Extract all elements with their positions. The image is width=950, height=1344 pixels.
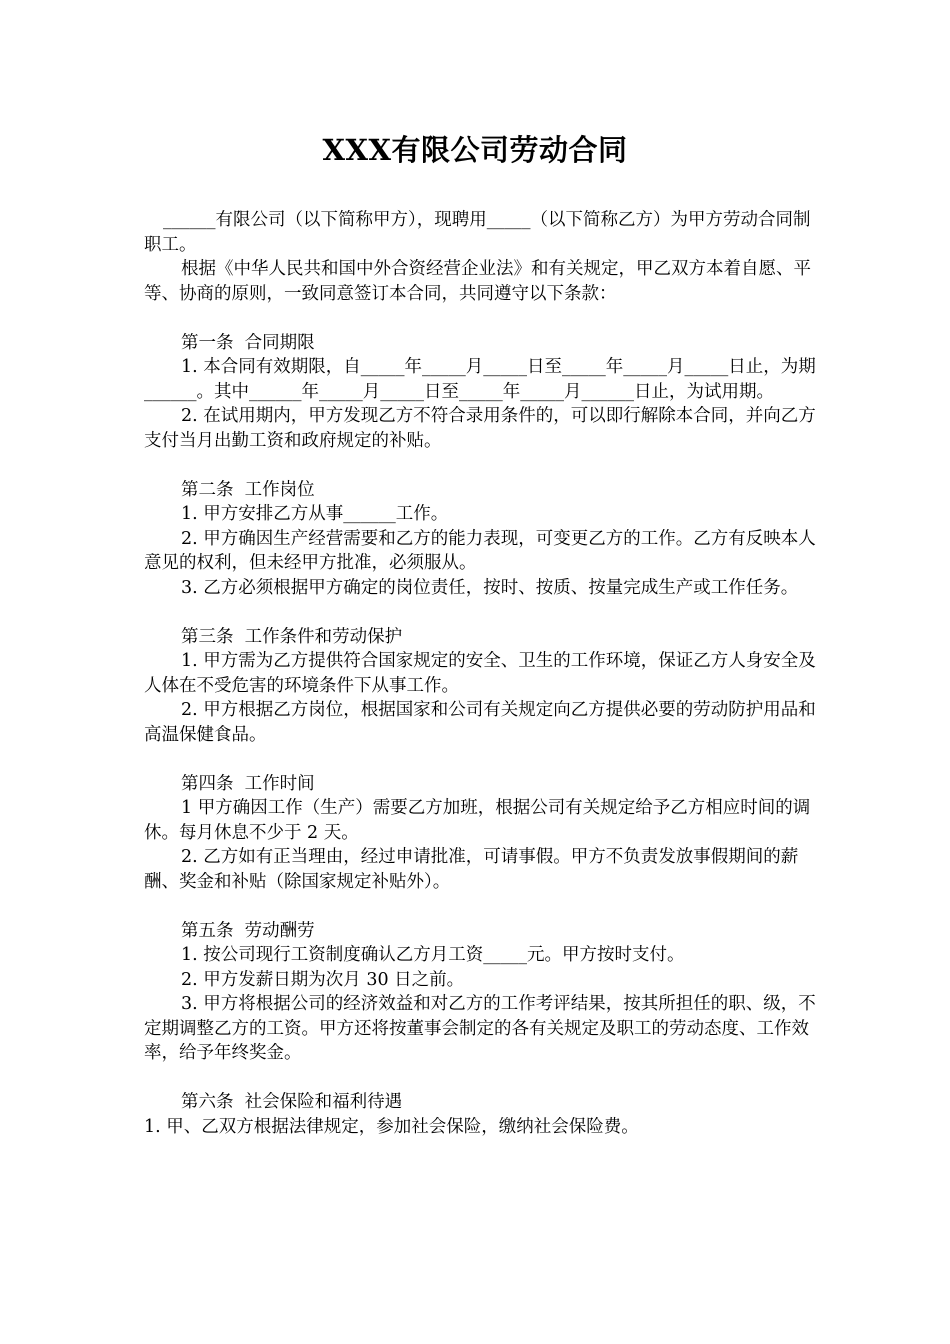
article-item: 1. 按公司现行工资制度确认乙方月工资_____元。甲方按时支付。: [181, 945, 685, 965]
article-heading: 第四条 工作时间: [181, 773, 315, 794]
article-item: 3. 甲方将根据公司的经济效益和对乙方的工作考评结果，按其所担任的职、级，不定期调整乙方的工资。甲方还将按董事会制定的各有关规定及职工的劳动态度、工作效率，给予年终奖金。: [144, 994, 816, 1063]
spacer: [144, 600, 816, 625]
spacer: [144, 306, 816, 331]
article-4: [144, 772, 816, 895]
article-item: 2. 甲方根据乙方岗位，根据国家和公司有关规定向乙方提供必要的劳动防护用品和高温保健食品。: [144, 700, 816, 745]
article-heading: 第二条 工作岗位: [181, 479, 315, 500]
article-item: 1 甲方确因工作（生产）需要乙方加班，根据公司有关规定给予乙方相应时间的调休。每月休息不少于 2 天。: [144, 798, 811, 843]
article-item: 3. 乙方必须根据甲方确定的岗位责任，按时、按质、按量完成生产或工作任务。: [181, 577, 799, 598]
article-item: 2. 乙方如有正当理由，经过申请批准，可请事假。甲方不负责发放事假期间的薪酬、奖金和补贴（除国家规定补贴外）。: [144, 847, 799, 892]
document-body: [144, 208, 816, 1139]
document-title: XXX有限公司劳动合同: [322, 133, 628, 167]
article-item: 1. 甲、乙双方根据法律规定，参加社会保险，缴纳社会保险费。: [144, 1116, 639, 1137]
article-item: 1. 甲方安排乙方从事______工作。: [181, 504, 449, 524]
article-6: [144, 1090, 816, 1139]
intro-paragraph: 根据《中华人民共和国中外合资经营企业法》和有关规定，甲乙双方本着自愿、平等、协商的原则，一致同意签订本合同，共同遵守以下条款：: [144, 259, 811, 304]
article-2: [144, 478, 816, 601]
intro-paragraph: ______有限公司（以下简称甲方），现聘用_____（以下简称乙方）为甲方劳动合同制职工。: [144, 210, 811, 255]
article-heading: 第三条 工作条件和劳动保护: [181, 626, 403, 647]
spacer: [144, 747, 816, 772]
article-item: 1. 本合同有效期限，自_____年_____月_____日至_____年_____月_____日止，为期______。其中______年_____月_____日至_____年_____月______日止，为试用期。: [144, 357, 816, 402]
article-3: [144, 625, 816, 748]
article-item: 2. 甲方发薪日期为次月 30 日之前。: [181, 969, 465, 990]
article-heading: 第一条 合同期限: [181, 332, 315, 353]
spacer: [144, 1066, 816, 1091]
article-item: 2. 在试用期内，甲方发现乙方不符合录用条件的，可以即行解除本合同，并向乙方支付当月出勤工资和政府规定的补贴。: [144, 406, 816, 451]
spacer: [144, 453, 816, 478]
article-1: [144, 331, 816, 454]
article-5: [144, 919, 816, 1066]
article-item: 1. 甲方需为乙方提供符合国家规定的安全、卫生的工作环境，保证乙方人身安全及人体在不受危害的环境条件下从事工作。: [144, 651, 816, 696]
article-heading: 第六条 社会保险和福利待遇: [181, 1092, 403, 1112]
spacer: [144, 894, 816, 919]
article-item: 2. 甲方确因生产经营需要和乙方的能力表现，可变更乙方的工作。乙方有反映本人意见的权利，但未经甲方批准，必须服从。: [144, 528, 816, 573]
article-heading: 第五条 劳动酬劳: [181, 920, 315, 941]
